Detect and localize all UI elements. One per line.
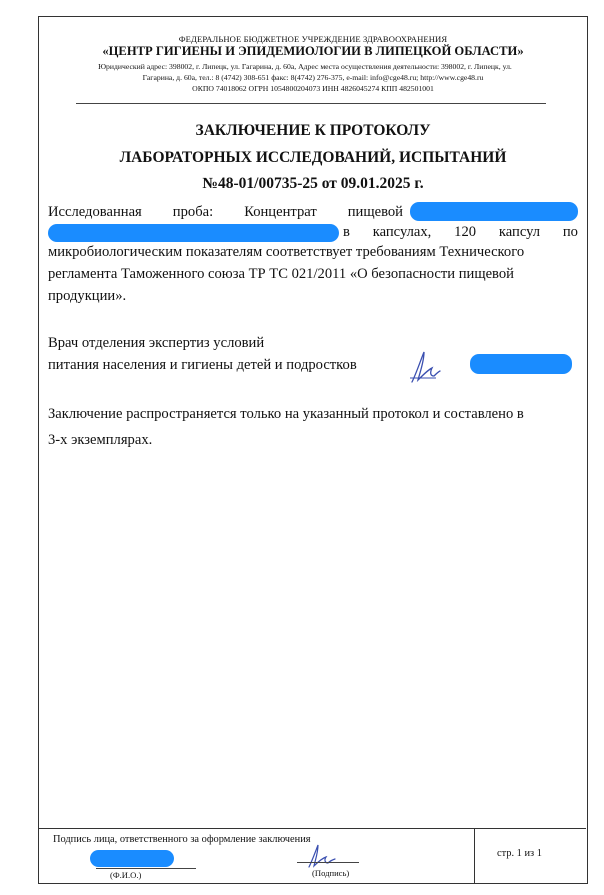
conclusion-line-2	[343, 222, 578, 242]
registration-codes: ОКПО 74018062 ОГРН 1054800204073 ИНН 4826045274 КПП 482501001	[192, 84, 434, 93]
redacted-product-name-1	[410, 202, 578, 221]
address-line-2: Гагарина, д. 60а, тел.: 8 (4742) 308-651 факс: 8(4742) 276-375, e-mail: info@cge48.ru; http://www.cge48.ru	[142, 73, 484, 82]
scope-note	[48, 404, 578, 454]
conclusion-line-1	[48, 202, 403, 222]
protocol-number: №48-01/00735-25 от 09.01.2025 г.	[202, 175, 424, 192]
word: в	[343, 224, 350, 240]
page-number: стр. 1 из 1	[497, 848, 542, 859]
redacted-doctor-name	[470, 354, 572, 374]
conclusion-line-3: микробиологическим показателям соответствует требованиям Технического	[48, 244, 525, 260]
word: капсулах,	[372, 224, 432, 240]
redacted-responsible-name	[90, 850, 174, 867]
responsible-signature	[303, 842, 339, 870]
header-divider	[76, 103, 546, 104]
scope-note-line-2: 3-х экземплярах.	[48, 432, 153, 448]
word: пищевой	[347, 204, 403, 220]
footer-divider	[474, 828, 475, 884]
conclusion-line-5: продукции».	[48, 288, 127, 304]
doctor-signature	[404, 348, 444, 386]
word: Исследованная	[48, 204, 142, 220]
scope-note-line-1: Заключение распространяется только на указанный протокол и составлено в	[48, 406, 524, 422]
conclusion-line-4: регламента Таможенного союза ТР ТС 021/2011 «О безопасности пищевой	[48, 266, 514, 282]
address-line-1: Юридический адрес: 398002, г. Липецк, ул. Гагарина, д. 60а, Адрес места осуществления деятельности: 398002, г. Липецк, ул.	[98, 62, 512, 71]
responsible-person-label: Подпись лица, ответственного за оформление заключения	[53, 834, 311, 845]
word: 120	[454, 224, 477, 240]
doctor-title-line-2: питания населения и гигиены детей и подростков	[48, 357, 357, 373]
document-title-line-2: ЛАБОРАТОРНЫХ ИССЛЕДОВАНИЙ, ИСПЫТАНИЙ	[119, 149, 507, 166]
word: по	[562, 224, 578, 240]
word: проба:	[172, 204, 214, 220]
document-title-line-1: ЗАКЛЮЧЕНИЕ К ПРОТОКОЛУ	[195, 122, 431, 139]
fio-caption: (Ф.И.О.)	[110, 870, 142, 880]
word: Концентрат	[244, 204, 317, 220]
center-name: «ЦЕНТР ГИГИЕНЫ И ЭПИДЕМИОЛОГИИ В ЛИПЕЦКОЙ ОБЛАСТИ»	[102, 44, 524, 58]
signature-caption: (Подпись)	[312, 868, 350, 878]
signature-underline	[297, 862, 359, 863]
word: капсул	[498, 224, 541, 240]
doctor-title-line-1: Врач отделения экспертиз условий	[48, 335, 265, 351]
redacted-product-name-2	[48, 224, 339, 242]
footer-top-border	[38, 828, 586, 829]
fio-underline	[96, 868, 196, 869]
org-type-line: ФЕДЕРАЛЬНОЕ БЮДЖЕТНОЕ УЧРЕЖДЕНИЕ ЗДРАВООХРАНЕНИЯ	[178, 34, 448, 44]
